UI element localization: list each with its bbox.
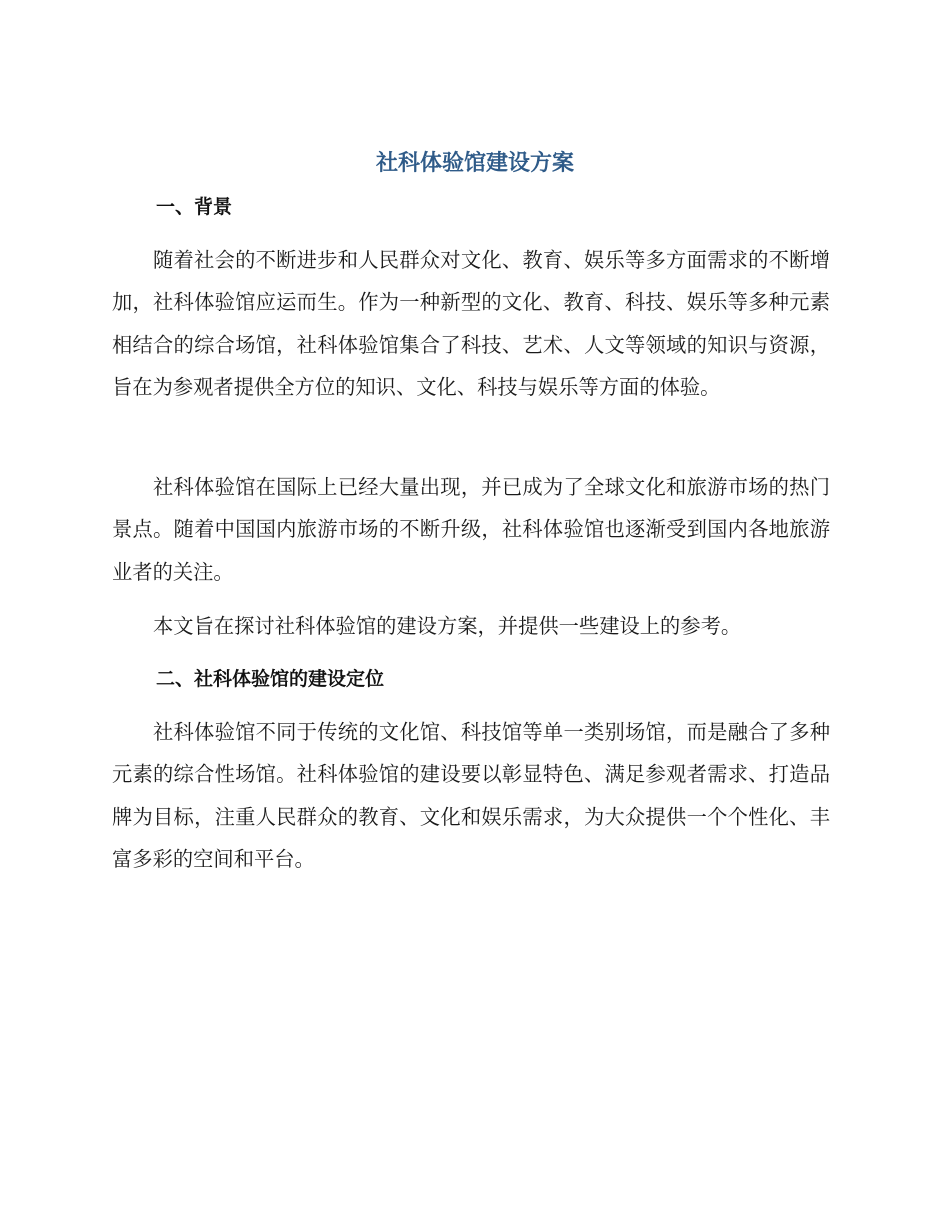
document-title: 社科体验馆建设方案 <box>375 151 574 176</box>
paragraph: 社科体验馆在国际上已经大量出现，并已成为了全球文化和旅游市场的热门景点。随着中国国内旅游市场的不断升级，社科体验馆也逐渐受到国内各地旅游业者的关注。 <box>112 475 830 584</box>
paragraph: 本文旨在探讨社科体验馆的建设方案，并提供一些建设上的参考。 <box>153 614 742 638</box>
paragraph: 社科体验馆不同于传统的文化馆、科技馆等单一类别场馆，而是融合了多种元素的综合性场馆。社科体验馆的建设要以彰显特色、满足参观者需求、打造品牌为目标，注重人民群众的教育、文化和娱乐需求，为大众提供一个个性化、丰富多彩的空间和平台。 <box>112 720 830 871</box>
paragraph: 随着社会的不断进步和人民群众对文化、教育、娱乐等多方面需求的不断增加，社科体验馆应运而生。作为一种新型的文化、教育、科技、娱乐等多种元素相结合的综合场馆，社科体验馆集合了科技、艺术、人文等领域的知识与资源，旨在为参观者提供全方位的知识、文化、科技与娱乐等方面的体验。 <box>112 248 830 399</box>
section-heading-background: 一、背景 <box>156 196 233 218</box>
section-heading-positioning: 二、社科体验馆的建设定位 <box>156 668 385 690</box>
